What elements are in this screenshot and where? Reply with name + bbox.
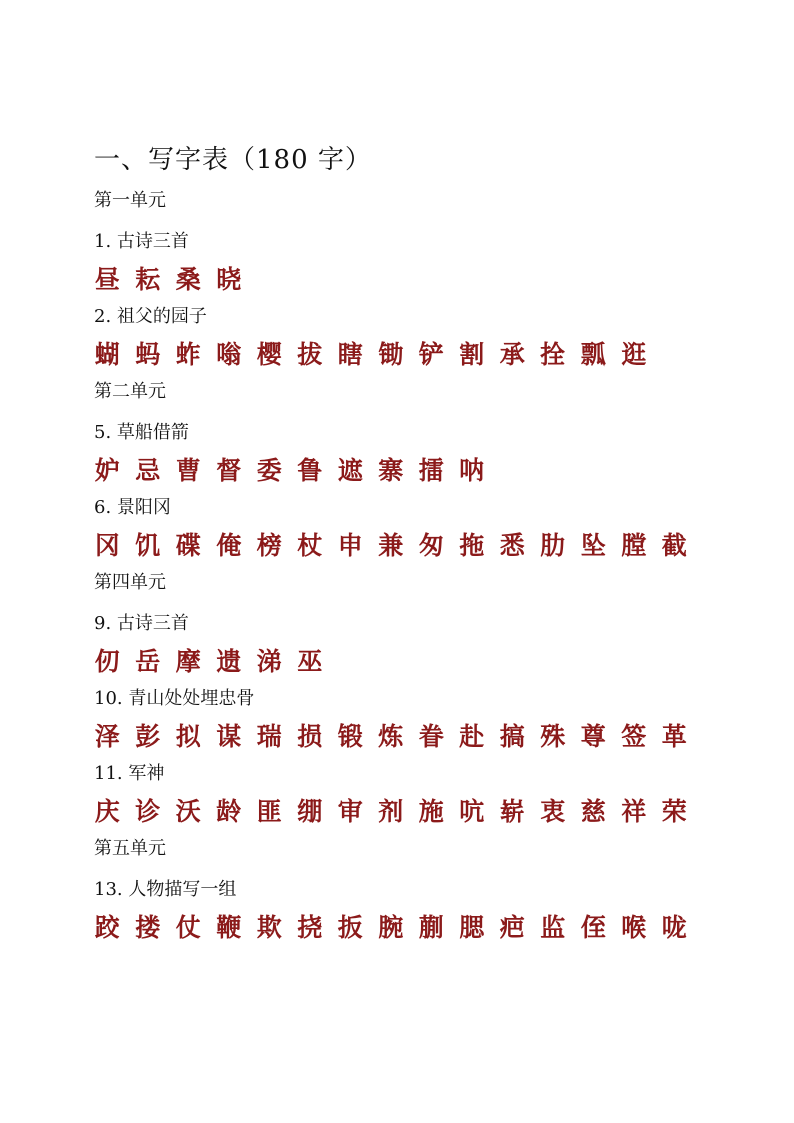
char: 桑 [175, 265, 201, 294]
char: 赴 [459, 722, 485, 751]
char: 承 [499, 340, 525, 369]
char: 革 [661, 722, 687, 751]
char-row [94, 720, 734, 754]
char: 沃 [175, 797, 201, 826]
char: 侄 [580, 913, 606, 942]
char: 荣 [661, 797, 687, 826]
char: 殊 [540, 722, 566, 751]
char: 疤 [499, 913, 525, 942]
char: 杖 [297, 531, 323, 560]
lesson-title: 1. 古诗三首 [94, 231, 189, 252]
char: 鞭 [216, 913, 242, 942]
char: 挠 [297, 913, 323, 942]
char: 仞 [94, 647, 120, 676]
char: 炼 [378, 722, 404, 751]
char: 庆 [94, 797, 120, 826]
char: 瓢 [580, 340, 606, 369]
char: 损 [297, 722, 323, 751]
char: 冈 [94, 531, 120, 560]
char: 剂 [378, 797, 404, 826]
char: 搞 [499, 722, 525, 751]
char-row [94, 911, 734, 945]
char: 兼 [378, 531, 404, 560]
char: 绷 [297, 797, 323, 826]
unit-heading: 第四单元 [94, 572, 166, 593]
char: 龄 [216, 797, 242, 826]
char: 锄 [378, 340, 404, 369]
char: 昼 [94, 265, 120, 294]
char-row [94, 529, 734, 563]
char: 逛 [621, 340, 647, 369]
char: 瑞 [256, 722, 282, 751]
char-row [94, 263, 734, 297]
char: 妒 [94, 456, 120, 485]
char: 欺 [256, 913, 282, 942]
char: 樱 [256, 340, 282, 369]
char-row [94, 338, 734, 372]
char: 吭 [459, 797, 485, 826]
unit-heading: 第一单元 [94, 190, 166, 211]
char: 拟 [175, 722, 201, 751]
char: 审 [337, 797, 363, 826]
char: 监 [540, 913, 566, 942]
char: 祥 [621, 797, 647, 826]
lesson-title: 2. 祖父的园子 [94, 306, 207, 327]
unit-heading: 第五单元 [94, 838, 166, 859]
char: 拴 [540, 340, 566, 369]
char: 坠 [580, 531, 606, 560]
char: 匆 [418, 531, 444, 560]
char: 瞎 [337, 340, 363, 369]
lesson-title: 13. 人物描写一组 [94, 879, 237, 900]
lesson-title: 9. 古诗三首 [94, 613, 189, 634]
char: 曹 [175, 456, 201, 485]
char: 嗡 [216, 340, 242, 369]
lesson-title: 10. 青山处处埋忠骨 [94, 688, 255, 709]
char: 忌 [135, 456, 161, 485]
char: 泽 [94, 722, 120, 751]
char: 喉 [621, 913, 647, 942]
char: 饥 [135, 531, 161, 560]
lesson-title: 6. 景阳冈 [94, 497, 171, 518]
char: 巫 [297, 647, 323, 676]
char: 锻 [337, 722, 363, 751]
char: 申 [337, 531, 363, 560]
char: 尊 [580, 722, 606, 751]
char: 截 [661, 531, 687, 560]
char: 仗 [175, 913, 201, 942]
char: 岳 [135, 647, 161, 676]
char: 擂 [418, 456, 444, 485]
char: 施 [418, 797, 444, 826]
char: 涕 [256, 647, 282, 676]
char: 寨 [378, 456, 404, 485]
char: 蝴 [94, 340, 120, 369]
lesson-title: 5. 草船借箭 [94, 422, 189, 443]
char: 耘 [135, 265, 161, 294]
char: 蚂 [135, 340, 161, 369]
char: 签 [621, 722, 647, 751]
char: 拖 [459, 531, 485, 560]
char: 扳 [337, 913, 363, 942]
char: 谋 [216, 722, 242, 751]
char-row [94, 795, 734, 829]
char: 腮 [459, 913, 485, 942]
char: 肋 [540, 531, 566, 560]
char: 腕 [378, 913, 404, 942]
char: 衷 [540, 797, 566, 826]
char: 跤 [94, 913, 120, 942]
char: 遗 [216, 647, 242, 676]
char-row [94, 645, 734, 679]
char: 摩 [175, 647, 201, 676]
char: 碟 [175, 531, 201, 560]
char: 彭 [135, 722, 161, 751]
char: 割 [459, 340, 485, 369]
char: 督 [216, 456, 242, 485]
char: 拔 [297, 340, 323, 369]
char: 鲁 [297, 456, 323, 485]
lesson-title: 11. 军神 [94, 763, 165, 784]
char: 咙 [661, 913, 687, 942]
char: 铲 [418, 340, 444, 369]
char: 匪 [256, 797, 282, 826]
char: 崭 [499, 797, 525, 826]
char: 蒯 [418, 913, 444, 942]
char: 眷 [418, 722, 444, 751]
char: 慈 [580, 797, 606, 826]
char: 搂 [135, 913, 161, 942]
char: 俺 [216, 531, 242, 560]
char: 呐 [459, 456, 485, 485]
char: 榜 [256, 531, 282, 560]
char: 晓 [216, 265, 242, 294]
char-row [94, 454, 734, 488]
char: 悉 [499, 531, 525, 560]
page-title: 一、写字表（180 字） [94, 145, 372, 175]
char: 诊 [135, 797, 161, 826]
document-page [94, 142, 734, 952]
unit-heading: 第二单元 [94, 381, 166, 402]
char: 蚱 [175, 340, 201, 369]
char: 遮 [337, 456, 363, 485]
char: 膛 [621, 531, 647, 560]
char: 委 [256, 456, 282, 485]
